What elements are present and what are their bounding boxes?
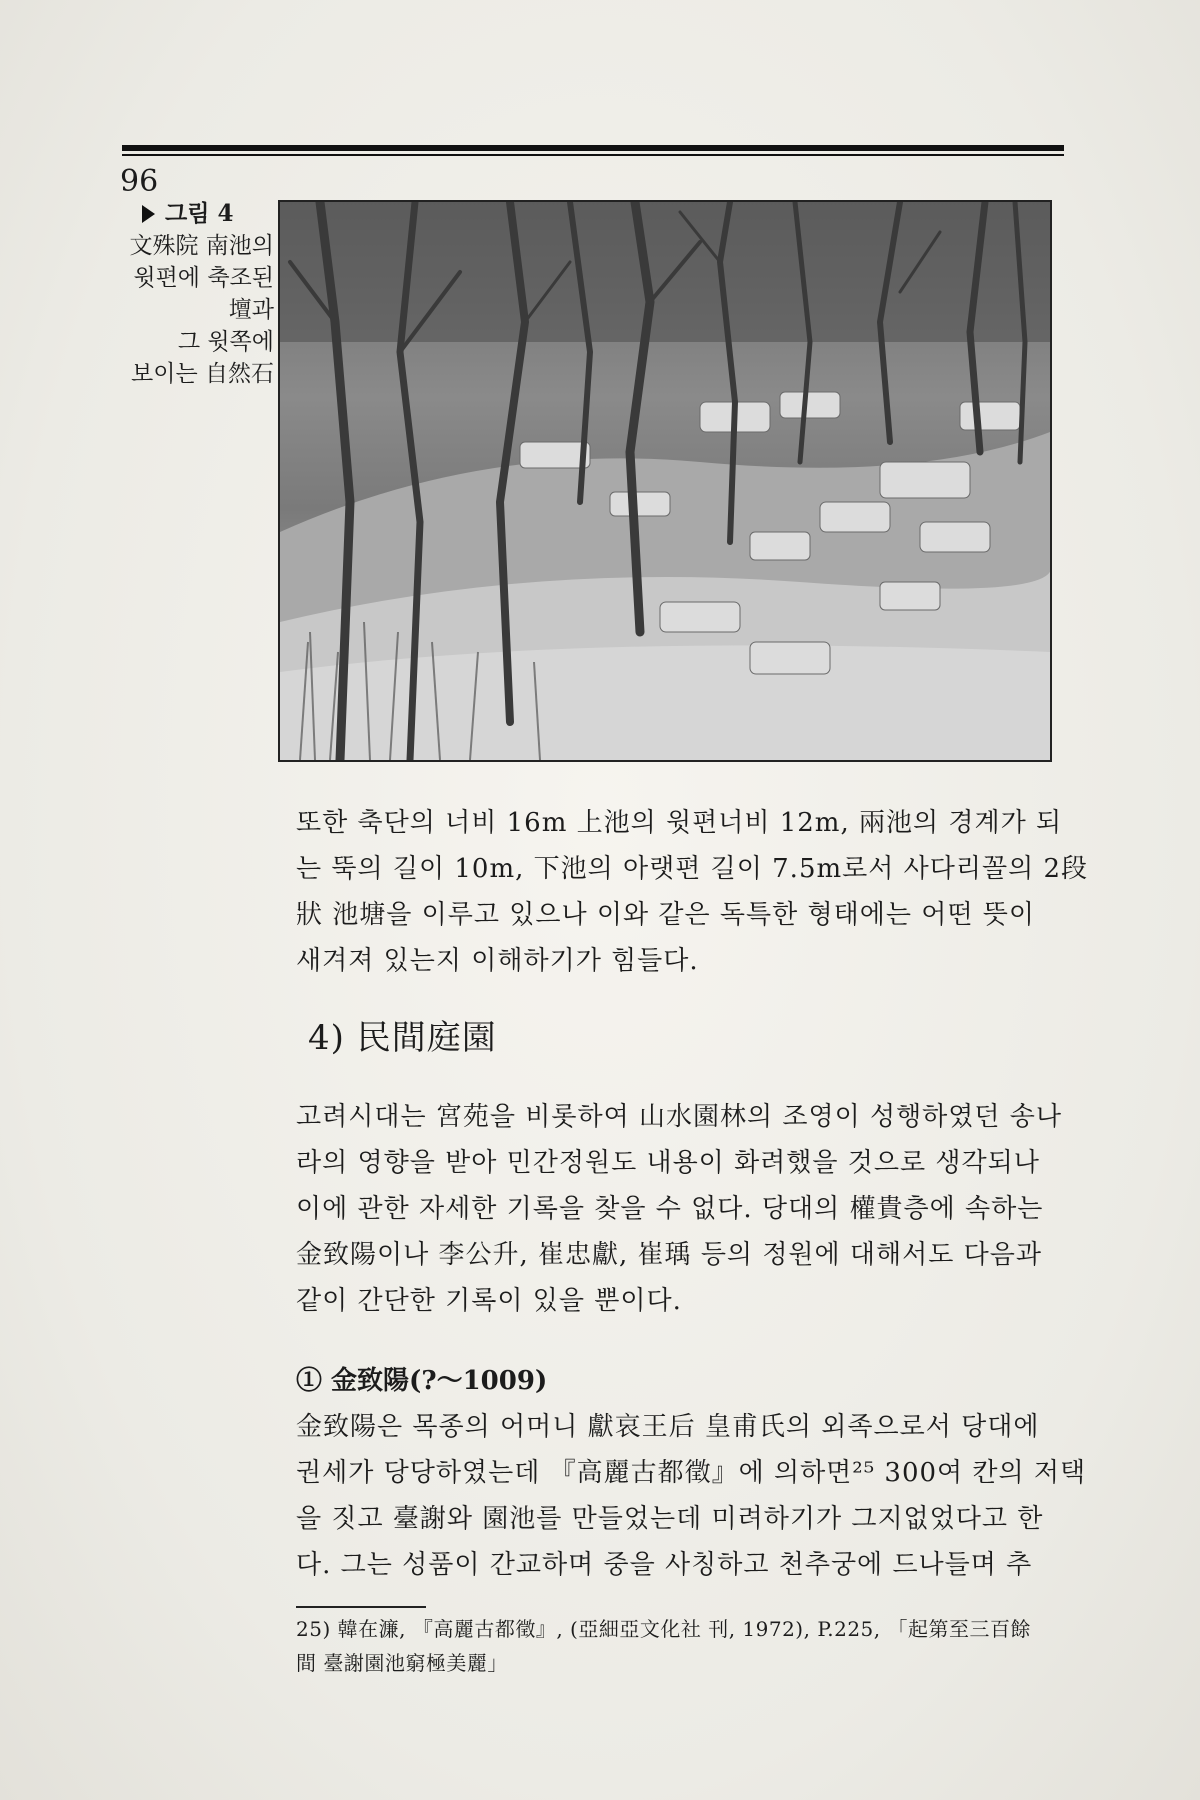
footnote-divider: [296, 1606, 426, 1608]
triangle-pointer-icon: [142, 205, 155, 223]
text-line: 같이 간단한 기록이 있을 뿐이다.: [296, 1286, 682, 1316]
subsection-heading: ① 金致陽(?～1009): [296, 1366, 548, 1396]
text-line: 라의 영향을 받아 민간정원도 내용이 화려했을 것으로 생각되나: [296, 1148, 1040, 1178]
caption-line: 壇과: [228, 297, 274, 323]
paragraph-kim-chiyang: [296, 1404, 1087, 1588]
photograph-forest-stone-terrace-icon: [280, 202, 1050, 760]
text-line: 이에 관한 자세한 기록을 찾을 수 없다. 당대의 權貴층에 속하는: [296, 1194, 1044, 1224]
text-line: 金致陽이나 李公升, 崔忠獻, 崔瑀 등의 정원에 대해서도 다음과: [296, 1240, 1043, 1270]
text-line: 金致陽은 목종의 어머니 獻哀王后 皇甫氏의 외족으로서 당대에: [296, 1412, 1040, 1442]
paragraph-private-gardens: [296, 1094, 1063, 1324]
footnote-line: 25) 韓在濂, 『高麗古都徵』, (亞細亞文化社 刊, 1972), P.225, 「起第至三百餘: [296, 1617, 1031, 1641]
text-line: 다. 그는 성품이 간교하며 중을 사칭하고 천추궁에 드나들며 추: [296, 1550, 1033, 1580]
caption-line: 그 윗쪽에: [177, 329, 274, 355]
caption-line: 보이는 自然石: [131, 361, 274, 387]
footnote: [296, 1612, 1048, 1680]
text-line: 을 짓고 臺謝와 園池를 만들었는데 미려하기가 그지없었다고 한: [296, 1504, 1044, 1534]
figure-caption: [100, 198, 274, 390]
header-rule-thick: [122, 145, 1064, 151]
footnote-line: 間 臺謝園池窮極美麗」: [296, 1651, 508, 1675]
paragraph-terrace-dimensions: [296, 800, 1089, 984]
text-line: 狀 池塘을 이루고 있으나 이와 같은 독특한 형태에는 어떤 뜻이: [296, 900, 1035, 930]
page-number: 96: [120, 164, 159, 199]
caption-line: 文殊院 南池의: [129, 233, 274, 259]
caption-line: 윗편에 축조된: [133, 265, 274, 291]
figure-photograph: [278, 200, 1052, 762]
text-line: 또한 축단의 너비 16m 上池의 윗편너비 12m, 兩池의 경계가 되: [296, 808, 1063, 838]
section-heading: 4) 民間庭園: [308, 1018, 497, 1058]
text-line: 새겨져 있는지 이해하기가 힘들다.: [296, 946, 699, 976]
header-rule-thin: [122, 154, 1064, 156]
text-line: 는 뚝의 길이 10m, 下池의 아랫편 길이 7.5m로서 사다리꼴의 2段: [296, 854, 1089, 884]
figure-label-text: 그림 4: [165, 200, 234, 227]
text-line: 고려시대는 宮苑을 비롯하여 山水園林의 조영이 성행하였던 송나: [296, 1102, 1063, 1132]
text-line: 권세가 당당하였는데 『高麗古都徵』에 의하면²⁵ 300여 칸의 저택: [296, 1458, 1087, 1488]
figure-label: [100, 198, 274, 230]
